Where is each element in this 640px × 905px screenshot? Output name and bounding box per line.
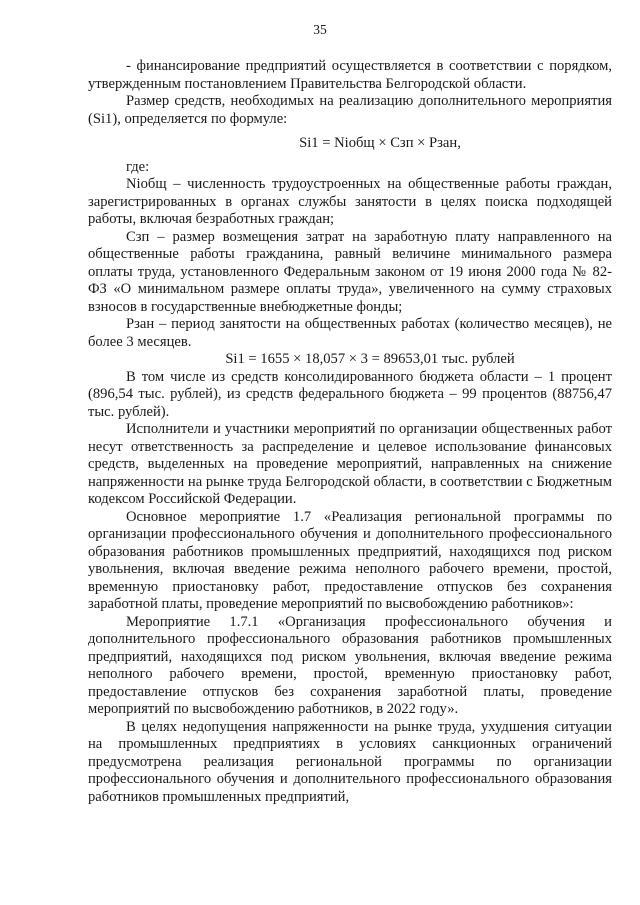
paragraph-purpose: В целях недопущения напряженности на рынке труда, ухудшения ситуации на промышленных предприятиях в условиях санкционных ограничений предусмотрена реализация региональной программы по организации профессионального обучения и дополнительного профессионального образования работников промышленных предприятий, (88, 718, 612, 805)
paragraph-financing: - финансирование предприятий осуществляется в соответствии с порядком, утвержденным постановлением Правительства Белгородской области. (88, 58, 612, 92)
paragraph-responsibility: Исполнители и участники мероприятий по организации общественных работ несут ответственность за распределение и целевое использование финансовых средств, выделенных на проведение мероприятий, направленных на снижение напряженности на рынке труда Белгородской области, в соответствии с Бюджетным кодексом Российской Федерации. (88, 421, 612, 507)
definition-szp: Сзп – размер возмещения затрат на заработную плату направленного на общественные работы гражданина, равный величине минимального размера оплаты труда, установленного Федеральным законом от 19 июня 2000 года № 82-ФЗ «О минимальном размере оплаты труда», увеличенного на сумму страховых взносов в государственные внебюджетные фонды; (88, 228, 612, 315)
paragraph-funds-size: Размер средств, необходимых на реализацию дополнительного мероприятия (Si1), определяется по формуле: (88, 93, 612, 127)
paragraph-measure-1-7-1: Мероприятие 1.7.1 «Организация профессионального обучения и дополнительного профессионального образования работников промышленных предприятий, находящихся под риском увольнения, включая введение режима неполного рабочего времени, простой, временную приостановку работ, предоставление отпусков без сохранения заработной платы, проведение мероприятий по высвобождению работников, в 2022 году». (88, 613, 612, 717)
definition-niobsch: Niобщ – численность трудоустроенных на общественные работы граждан, зарегистрированных в органах службы занятости в целях поиска подходящей работы, включая безработных граждан; (88, 176, 612, 227)
definition-rzan: Рзан – период занятости на общественных работах (количество месяцев), не более 3 месяцев. (88, 316, 612, 350)
calculation: Si1 = 1655 × 18,057 × 3 = 89653,01 тыс. рублей (225, 351, 515, 367)
paragraph-where: где: (126, 158, 150, 175)
page-number: 35 (313, 22, 327, 37)
formula: Si1 = Niобщ × Сзп × Рзан, (299, 135, 461, 151)
paragraph-budget-split: В том числе из средств консолидированного бюджета области – 1 процент (896,54 тыс. рублей), из средств федерального бюджета – 99 процентов (88756,47 тыс. рублей). (88, 368, 612, 420)
document-body (88, 58, 612, 806)
paragraph-measure-1-7: Основное мероприятие 1.7 «Реализация региональной программы по организации профессионального обучения и дополнительного профессионального образования работников промышленных предприятий, находящихся под риском увольнения, включая введение режима неполного рабочего времени, простой, временную приостановку работ, предоставление отпусков без сохранения заработной платы, проведение мероприятий по высвобождению работников»: (88, 508, 612, 612)
